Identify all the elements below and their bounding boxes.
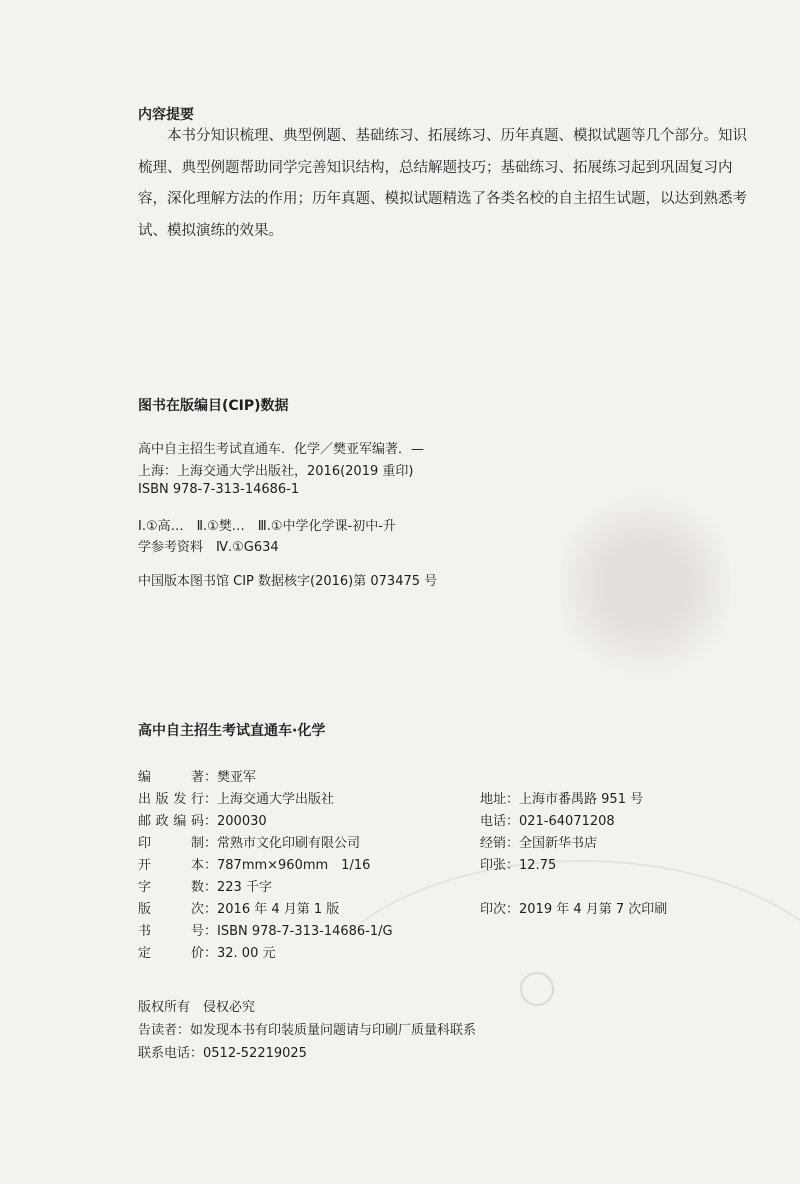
cip-line: ISBN 978-7-313-14686-1 xyxy=(138,482,300,497)
detail-value: ：12.75 xyxy=(506,858,557,873)
detail-key: 印次 xyxy=(480,902,507,917)
detail-key: 电话 xyxy=(480,814,507,829)
detail-publisher xyxy=(138,788,334,807)
show-through-blot xyxy=(560,480,730,690)
reader-notice: 告读者：如发现本书有印装质量问题请与印刷厂质量科联系 xyxy=(138,1023,477,1038)
detail-key: 邮政编码 xyxy=(138,814,204,829)
detail-value: ：上海交通大学出版社 xyxy=(204,792,335,807)
detail-key: 版次 xyxy=(138,902,204,917)
detail-value: ：2019 年 4 月第 7 次印刷 xyxy=(506,902,668,917)
detail-key: 印制 xyxy=(138,836,204,851)
detail-value: ：223 千字 xyxy=(204,880,272,895)
detail-key: 定价 xyxy=(138,946,204,961)
detail-format xyxy=(138,854,370,873)
detail-value: ：2016 年 4 月第 1 版 xyxy=(204,902,340,917)
detail-postcode xyxy=(138,810,267,829)
detail-value: ：常熟市文化印刷有限公司 xyxy=(204,836,361,851)
detail-value: ：200030 xyxy=(204,814,267,829)
detail-value: ：上海市番禺路 951 号 xyxy=(506,792,644,807)
detail-value: ：樊亚军 xyxy=(204,770,257,785)
show-through-seal xyxy=(520,972,554,1006)
detail-key: 书号 xyxy=(138,924,204,939)
cip-class-line: Ⅰ.①高… Ⅱ.①樊… Ⅲ.①中学化学课-初中-升 xyxy=(138,519,396,534)
detail-value: ：021-64071208 xyxy=(506,814,615,829)
detail-price xyxy=(138,942,275,961)
detail-printer xyxy=(138,832,360,851)
detail-key: 字数 xyxy=(138,880,204,895)
detail-isbn xyxy=(138,920,393,939)
detail-author xyxy=(138,766,256,785)
detail-key: 地址 xyxy=(480,792,507,807)
cip-line: 上海：上海交通大学出版社，2016(2019 重印) xyxy=(138,464,414,479)
summary-heading: 内容提要 xyxy=(138,107,194,123)
contact-phone: 联系电话：0512-52219025 xyxy=(138,1046,307,1061)
cip-heading: 图书在版编目(CIP)数据 xyxy=(138,398,289,414)
book-title: 高中自主招生考试直通车·化学 xyxy=(138,723,326,739)
detail-address xyxy=(480,788,643,807)
detail-value: ：32. 00 元 xyxy=(204,946,276,961)
summary-paragraph: 本书分知识梳理、典型例题、基础练习、拓展练习、历年真题、模拟试题等几个部分。知识梳理、典型例题帮助同学完善知识结构，总结解题技巧；基础练习、拓展练习起到巩固复习内容，深化理解方法的作用；历年真题、模拟试题精选了各类名校的自主招生试题，以达到熟悉考试、模拟演练的效果。 xyxy=(138,128,747,239)
detail-wordcount xyxy=(138,876,272,895)
detail-key: 经销 xyxy=(480,836,507,851)
detail-key: 编著 xyxy=(138,770,204,785)
detail-key: 出版发行 xyxy=(138,792,204,807)
detail-edition xyxy=(138,898,339,917)
detail-printing xyxy=(480,898,667,917)
detail-distributor xyxy=(480,832,597,851)
detail-value: ：787mm×960mm 1/16 xyxy=(204,858,371,873)
detail-key: 印张 xyxy=(480,858,507,873)
detail-sheets xyxy=(480,854,556,873)
rights-notice: 版权所有 侵权必究 xyxy=(138,1000,256,1015)
detail-value: ：全国新华书店 xyxy=(506,836,598,851)
detail-phone xyxy=(480,810,615,829)
detail-value: ：ISBN 978-7-313-14686-1/G xyxy=(204,924,393,939)
cip-class-line: 学参考资料 Ⅳ.①G634 xyxy=(138,540,279,555)
cip-line: 高中自主招生考试直通车．化学／樊亚军编著．— xyxy=(138,442,425,457)
cip-record: 中国版本图书馆 CIP 数据核字(2016)第 073475 号 xyxy=(138,574,438,589)
detail-key: 开本 xyxy=(138,858,204,873)
